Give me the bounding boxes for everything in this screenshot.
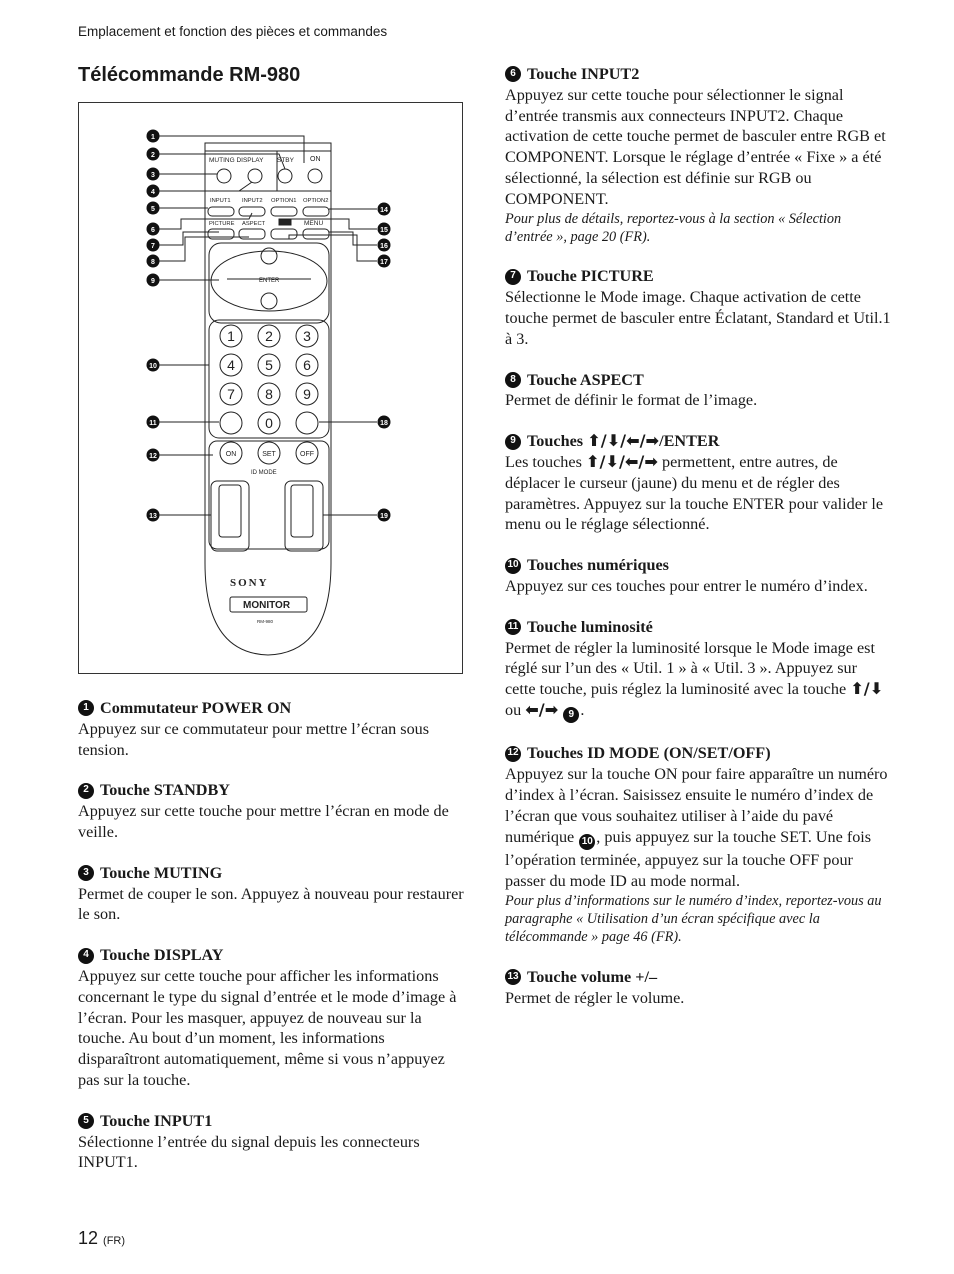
callout-number: 7 <box>505 269 521 285</box>
arrow-keys-icon: ⬅/➡ <box>525 699 559 719</box>
input2-label: INPUT2 <box>242 198 263 204</box>
section-heading: Touche ASPECT <box>527 370 644 389</box>
digit-label: 2 <box>265 328 273 344</box>
section-heading: Touches numériques <box>527 556 669 575</box>
section-note: Pour plus d’informations sur le numéro d’index, reportez-vous au paragraphe « Utilisation d’un écran spécifique avec la télécommande » page 46 (FR). <box>505 892 882 946</box>
option2-label: OPTION2 <box>303 198 329 204</box>
id-mode-button-label: OFF <box>300 451 314 458</box>
callout-number: 8 <box>151 259 155 266</box>
section-aspect <box>505 370 891 412</box>
callout-number: 13 <box>149 513 157 520</box>
section-heading: Touche volume +/– <box>527 967 658 986</box>
muting-button <box>217 169 231 183</box>
callout-number: 18 <box>380 420 388 427</box>
callout-number: 1 <box>78 700 94 716</box>
callout-number: 3 <box>151 172 155 179</box>
section-body: Appuyez sur cette touche pour sélectionner le signal d’entrée transmis aux connecteurs INPUT2. Chaque activation de cette touche permet de basculer entre RGB et COMPONENT. Lorsque le réglage d’entrée « Fixe » a été sélectionné, la sélection est définie sur RGB ou COMPONENT. <box>505 85 886 208</box>
callout-number: 12 <box>505 746 521 762</box>
option1-label: OPTION1 <box>271 198 297 204</box>
stby-label: STBY <box>277 157 294 164</box>
aspect-label: ASPECT <box>242 221 266 227</box>
section-body: Permet de régler le volume. <box>505 988 685 1007</box>
left-column <box>78 698 464 1193</box>
monitor-label: MONITOR <box>243 600 291 611</box>
standby-button <box>278 169 292 183</box>
section-heading: Touche luminosité <box>527 617 653 636</box>
section-input2 <box>505 64 891 246</box>
section-id-mode <box>505 743 891 946</box>
callout-number: 12 <box>149 453 157 460</box>
section-body: Appuyez sur la touche ON pour faire apparaître un numéro d’index à l’écran. Saisissez ensuite le numéro d’index de l’écran que vous souhaitez utiliser à l’aide du pavé numérique 10 , puis appuyez sur la touche SET. Une fois l’opération terminée, appuyez sur la touche OFF pour passer du mode ID au mode normal. <box>505 765 888 890</box>
section-body: Appuyez sur cette touche pour afficher les informations concernant le type du signal d’entrée et le mode d’image à l’écran. Pour les masquer, appuyez de nouveau sur la touche. Au bout d’un moment, les informations disparaîtront automatiquement, même si vous n’appuyez pas sur la touche. <box>78 966 457 1089</box>
callout-number: 11 <box>505 619 521 635</box>
arrow-keys-icon: ⬆/⬇/⬅/➡ <box>585 451 658 471</box>
id-mode-button-label: ON <box>225 451 237 458</box>
remote-illustration <box>79 103 464 675</box>
callout-number: 10 <box>579 834 595 850</box>
callout-number: 10 <box>505 558 521 574</box>
right-column <box>505 64 891 1028</box>
display-button <box>248 169 262 183</box>
arrow-keys-icon: ⬆/⬇ <box>850 679 884 699</box>
digit-label: 8 <box>265 386 273 402</box>
callout-number: 15 <box>380 227 388 234</box>
section-body: Appuyez sur ces touches pour entrer le numéro d’index. <box>505 576 868 595</box>
section-body: Appuyez sur cette touche pour mettre l’écran en mode de veille. <box>78 802 449 841</box>
digit-label: 6 <box>303 357 311 373</box>
section-heading: Touche INPUT1 <box>100 1111 213 1130</box>
callout-number: 5 <box>151 206 155 213</box>
picture-mode-button <box>296 412 318 434</box>
up-button <box>261 248 277 264</box>
brand-logo: SONY <box>230 577 269 589</box>
on-label: ON <box>310 156 321 163</box>
digit-label: 9 <box>303 386 311 402</box>
muting-display-label: MUTING DISPLAY <box>209 157 264 164</box>
brightness-button <box>220 412 242 434</box>
section-numeric <box>505 555 891 597</box>
callout-number: 11 <box>149 420 157 427</box>
section-body: Les touches ⬆/⬇/⬅/➡ permettent, entre autres, de déplacer le curseur (jaune) du menu et de régler des paramètres. Appuyez sur la touche ENTER pour valider le menu ou le réglage sélectionné. <box>505 451 884 534</box>
section-item <box>78 698 464 760</box>
callout-number: 3 <box>78 865 94 881</box>
model-label: RM-980 <box>257 619 274 624</box>
running-header: Emplacement et fonction des pièces et commandes <box>78 24 388 39</box>
section-item <box>78 780 464 842</box>
section-heading: Commutateur POWER ON <box>100 699 292 717</box>
callout-number: 6 <box>151 227 155 234</box>
callout-number: 19 <box>380 513 388 520</box>
section-heading: Touche PICTURE <box>527 267 654 286</box>
section-title: Télécommande RM-980 <box>78 64 301 86</box>
remote-figure <box>78 102 463 674</box>
digit-label: 0 <box>265 415 273 431</box>
callout-number: 10 <box>149 363 157 370</box>
section-body: Appuyez sur ce commutateur pour mettre l’écran sous tension. <box>78 719 430 759</box>
callout-number: 9 <box>563 707 579 723</box>
section-heading: Touche MUTING <box>100 863 223 882</box>
input1-label: INPUT1 <box>210 198 231 204</box>
section-body: Sélectionne l’entrée du signal depuis les connecteurs INPUT1. <box>78 1132 420 1172</box>
section-body: Permet de régler la luminosité lorsque le Mode image est réglé sur l’un des « Util. 1 » à « Util. 3 ». Appuyez sur cette touche, puis réglez la luminosité avec la touche ⬆/⬇ ou ⬅/➡ 9 . <box>505 638 891 724</box>
section-heading: Touche STANDBY <box>100 781 230 800</box>
section-body: Permet de définir le format de l’image. <box>505 391 758 410</box>
digit-label: 4 <box>227 357 235 373</box>
section-body: Permet de couper le son. Appuyez à nouveau pour restaurer le son. <box>78 884 464 924</box>
callout-number: 14 <box>380 207 388 214</box>
callout-number: 16 <box>380 243 388 250</box>
callout-number: 4 <box>151 189 155 196</box>
arrow-keys-icon: ⬆/⬇/⬅/➡ <box>587 431 660 451</box>
digit-label: 7 <box>227 386 235 402</box>
callout-number: 13 <box>505 969 521 985</box>
enter-label: ENTER <box>259 278 280 284</box>
section-body: Sélectionne le Mode image. Chaque activation de cette touche permet de basculer entre Éclatant, Standard et Util.1 à 3. <box>505 288 891 348</box>
section-item <box>78 945 464 1091</box>
callout-number: 4 <box>78 948 94 964</box>
page-footer <box>78 1228 125 1249</box>
section-note: Pour plus de détails, reportez-vous à la section « Sélection d’entrée », page 20 (FR). <box>505 210 842 245</box>
section-brightness <box>505 617 891 724</box>
down-button <box>261 293 277 309</box>
callout-number: 17 <box>380 259 388 266</box>
callout-number: 1 <box>151 134 155 141</box>
callout-number: 9 <box>151 278 155 285</box>
callout-number: 8 <box>505 372 521 388</box>
section-heading: Touche INPUT2 <box>527 65 640 83</box>
id-mode-button-label: SET <box>262 451 276 458</box>
section-volume <box>505 967 891 1009</box>
callout-number: 7 <box>151 243 155 250</box>
picture-label: PICTURE <box>209 221 235 227</box>
language-code: (FR) <box>103 1235 126 1247</box>
section-item <box>78 863 464 925</box>
digit-label: 5 <box>265 357 273 373</box>
power-on-button <box>308 169 322 183</box>
callout-number: 9 <box>505 434 521 450</box>
callout-number: 2 <box>151 152 155 159</box>
callout-number: 5 <box>78 1113 94 1129</box>
callout-number: 2 <box>78 783 94 799</box>
digit-label: 1 <box>227 328 235 344</box>
section-item <box>78 1111 464 1173</box>
section-picture <box>505 266 891 349</box>
section-heading: Touches ⬆/⬇/⬅/➡/ENTER <box>527 431 720 451</box>
menu-label: MENU <box>304 220 324 227</box>
section-arrows <box>505 431 891 535</box>
callout-number: 6 <box>505 66 521 82</box>
section-heading: Touches ID MODE (ON/SET/OFF) <box>527 744 771 763</box>
id-mode-label: ID MODE <box>251 470 277 476</box>
section-heading: Touche DISPLAY <box>100 946 224 965</box>
digit-label: 3 <box>303 328 311 344</box>
page-number: 12 <box>78 1228 99 1248</box>
